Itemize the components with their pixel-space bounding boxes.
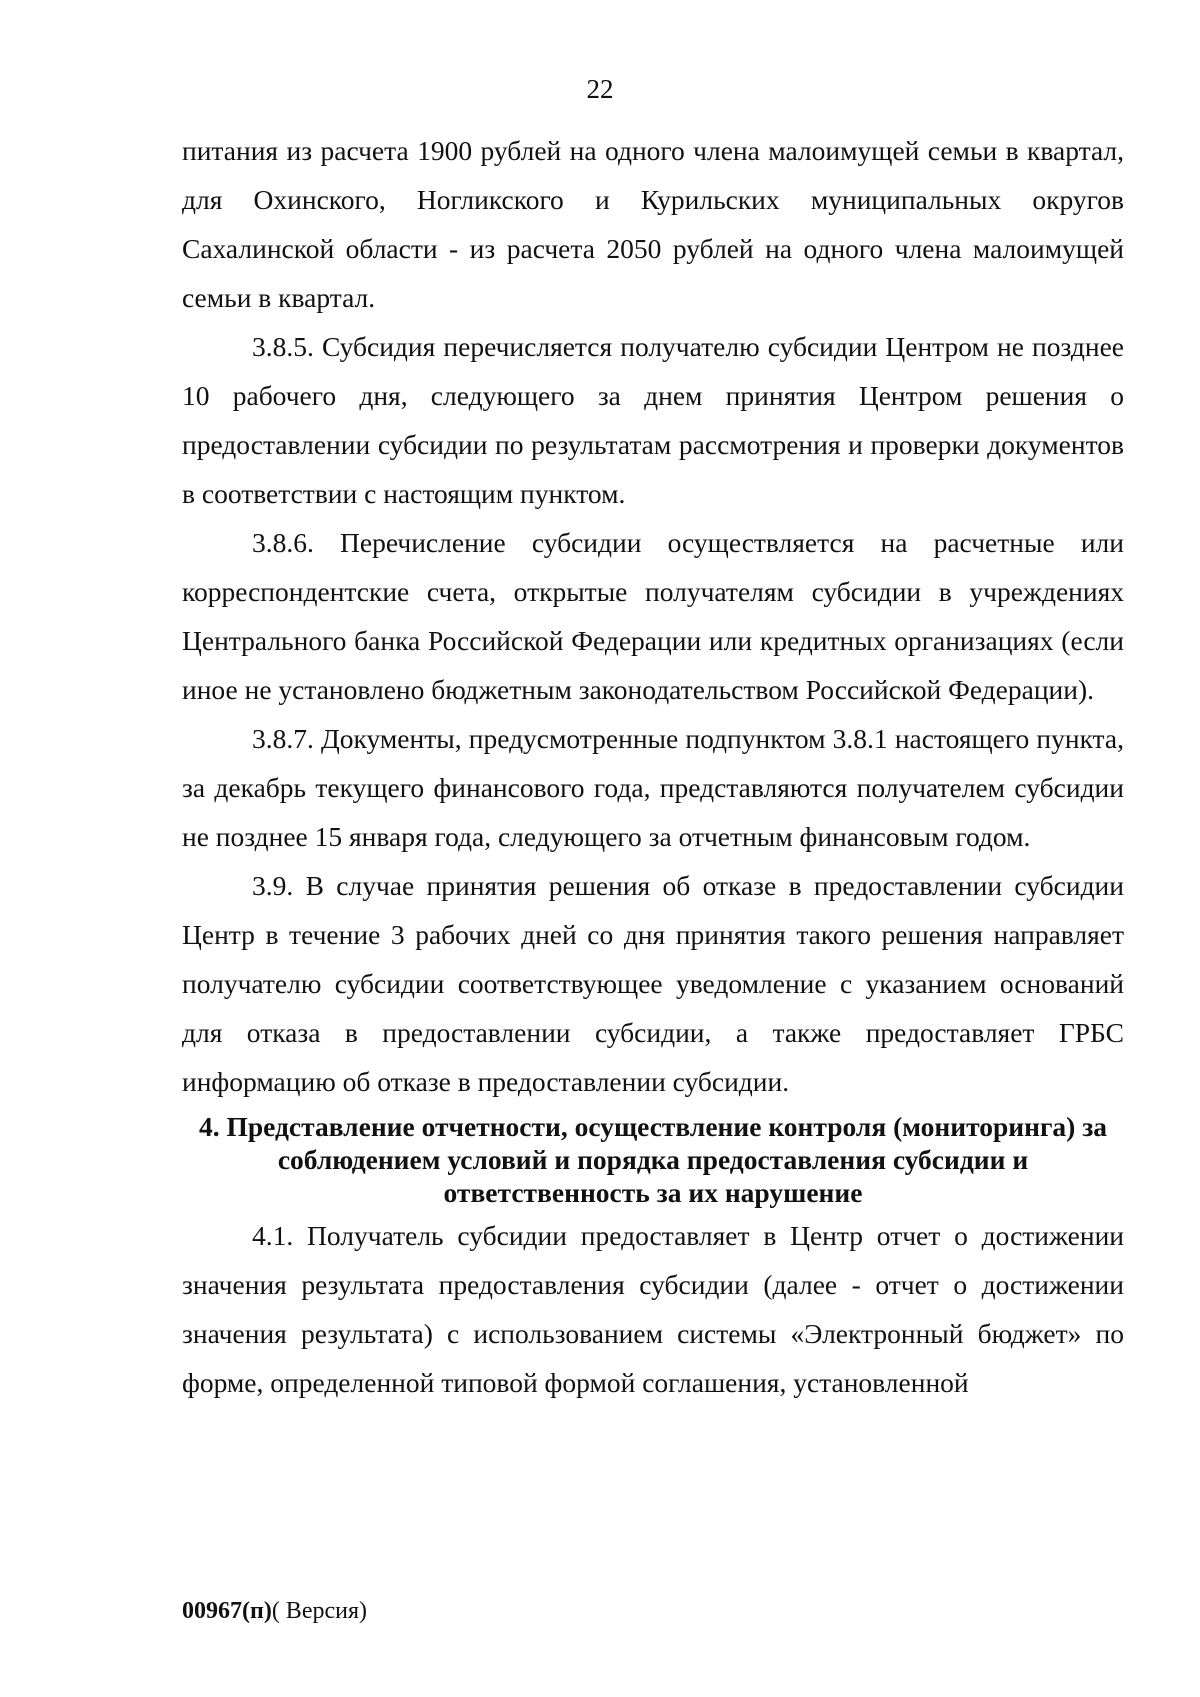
page-number: 22 [586, 74, 614, 104]
section-heading-4: 4. Представление отчетности, осуществление контроля (мониторинга) за соблюдением условий и порядка предоставления субсидии и ответственность за их нарушение [198, 1111, 1108, 1208]
paragraph-4-1: 4.1. Получатель субсидии предоставляет в Центр отчет о достижении значения результата предоставления субсидии (далее - отчет о достижении значения результата) с использованием системы «Электронный бюджет» по форме, определенной типовой формой соглашения, установленной [182, 1220, 1124, 1398]
paragraph-3-8-6: 3.8.6. Перечисление субсидии осуществляется на расчетные или корреспондентские счета, открытые получателям субсидии в учреждениях Центрального банка Российской Федерации или кредитных организациях (если иное не установлено бюджетным законодательством Российской Федерации). [182, 527, 1124, 705]
document-code: 00967(п) [182, 1598, 272, 1624]
document-footer [182, 1596, 367, 1626]
paragraph-3-9: 3.9. В случае принятия решения об отказе в предоставлении субсидии Центр в течение 3 рабочих дней со дня принятия такого решения направляет получателю субсидии соответствующее уведомление с указанием оснований для отказа в предоставлении субсидии, а также предоставляет ГРБС информацию об отказе в предоставлении субсидии. [182, 870, 1124, 1097]
document-version: ( Версия) [271, 1598, 367, 1624]
paragraph-intro: питания из расчета 1900 рублей на одного члена малоимущей семьи в квартал, для Охинского, Ногликского и Курильских муниципальных округов Сахалинской области - из расчета 2050 рублей на одного члена малоимущей семьи в квартал. [182, 135, 1124, 313]
paragraph-3-8-7: 3.8.7. Документы, предусмотренные подпунктом 3.8.1 настоящего пункта, за декабрь текущего финансового года, представляются получателем субсидии не позднее 15 января года, следующего за отчетным финансовым годом. [182, 723, 1124, 852]
paragraph-3-8-5: 3.8.5. Субсидия перечисляется получателю субсидии Центром не позднее 10 рабочего дня, следующего за днем принятия Центром решения о предоставлении субсидии по результатам рассмотрения и проверки документов в соответствии с настоящим пунктом. [182, 331, 1124, 509]
document-body [182, 126, 1124, 1407]
